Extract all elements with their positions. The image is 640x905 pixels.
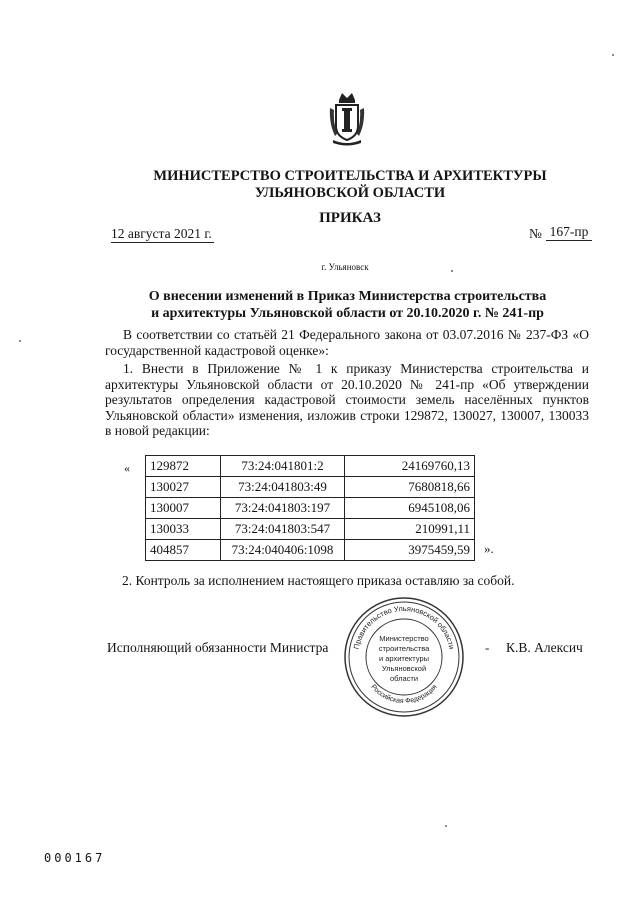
cadastral-number-cell: 73:24:040406:1098 [221, 540, 345, 561]
scan-speck [445, 825, 447, 827]
quote-close: ». [484, 541, 494, 556]
paragraph-intro: В соответствии со статьёй 21 Федерального закона от 03.07.2016 № 237-ФЗ «О государственной кадастровой оценке»: [105, 327, 589, 358]
quote-open: « [124, 461, 130, 475]
signature-dash: - [485, 640, 490, 655]
stamp-ring-bottom: Российская Федерация [369, 683, 439, 706]
stamp-center-line2: строительства [378, 644, 430, 653]
signer-position: Исполняющий обязанности Министра [107, 640, 329, 655]
stamp-center-line1: Министерство [379, 634, 429, 643]
table-row [146, 456, 475, 477]
stamp-ring-text: Правительство Ульяновской области [351, 603, 457, 651]
ministry-title-line1: МИНИСТЕРСТВО СТРОИТЕЛЬСТВА И АРХИТЕКТУРЫ [153, 168, 547, 184]
official-round-seal-icon [342, 595, 466, 719]
table-row [146, 540, 475, 561]
scan-speck [451, 270, 453, 272]
stamp-center-line5: области [389, 674, 419, 683]
cadastral-value-cell: 3975459,59 [345, 540, 475, 561]
ministry-title-line2: УЛЬЯНОВСКОЙ ОБЛАСТИ [254, 185, 446, 201]
paragraph-item-2: 2. Контроль за исполнением настоящего приказа оставляю за собой. [122, 573, 515, 588]
ulyanovsk-coat-of-arms-icon [327, 90, 367, 146]
cadastral-number-cell: 73:24:041803:547 [221, 519, 345, 540]
table-row [146, 519, 475, 540]
cadastral-value-cell: 7680818,66 [345, 477, 475, 498]
subject-line1: О внесении изменений в Приказ Министерства строительства [148, 289, 547, 304]
cadastral-table [145, 455, 475, 561]
stamp-center-line4: Ульяновской [381, 664, 427, 673]
subject-line2: и архитектуры Ульяновской области от 20.10.2020 г. № 241-пр [151, 306, 544, 321]
paragraph-item-1: 1. Внести в Приложение № 1 к приказу Министерства строительства и архитектуры Ульяновской области от 20.10.2020 № 241-пр «Об утверждении результатов определения кадастровой стоимости земель населённых пунктов Ульяновской области» изменения, изложив строки 129872, 130027, 130007, 130033 в новой редакции: [105, 361, 589, 438]
cadastral-number-cell: 73:24:041803:49 [221, 477, 345, 498]
cadastral-value-cell: 24169760,13 [345, 456, 475, 477]
row-number-cell: 130027 [146, 477, 221, 498]
cadastral-number-cell: 73:24:041801:2 [221, 456, 345, 477]
row-number-cell: 130007 [146, 498, 221, 519]
city: г. Ульяновск [321, 262, 369, 272]
order-number-label: № [529, 226, 542, 241]
row-number-cell: 404857 [146, 540, 221, 561]
order-number: 167-пр [546, 224, 592, 241]
cadastral-number-cell: 73:24:041803:197 [221, 498, 345, 519]
table-row [146, 498, 475, 519]
document-serial: 000167 [44, 851, 106, 865]
scan-speck [19, 340, 21, 342]
scan-speck [612, 54, 614, 56]
cadastral-value-cell: 210991,11 [345, 519, 475, 540]
cadastral-value-cell: 6945108,06 [345, 498, 475, 519]
stamp-center-line3: и архитектуры [378, 654, 430, 663]
row-number-cell: 130033 [146, 519, 221, 540]
order-date: 12 августа 2021 г. [111, 226, 212, 241]
table-row [146, 477, 475, 498]
signer-name: К.В. Алексич [506, 640, 583, 655]
row-number-cell: 129872 [146, 456, 221, 477]
doc-type-title: ПРИКАЗ [319, 210, 381, 226]
